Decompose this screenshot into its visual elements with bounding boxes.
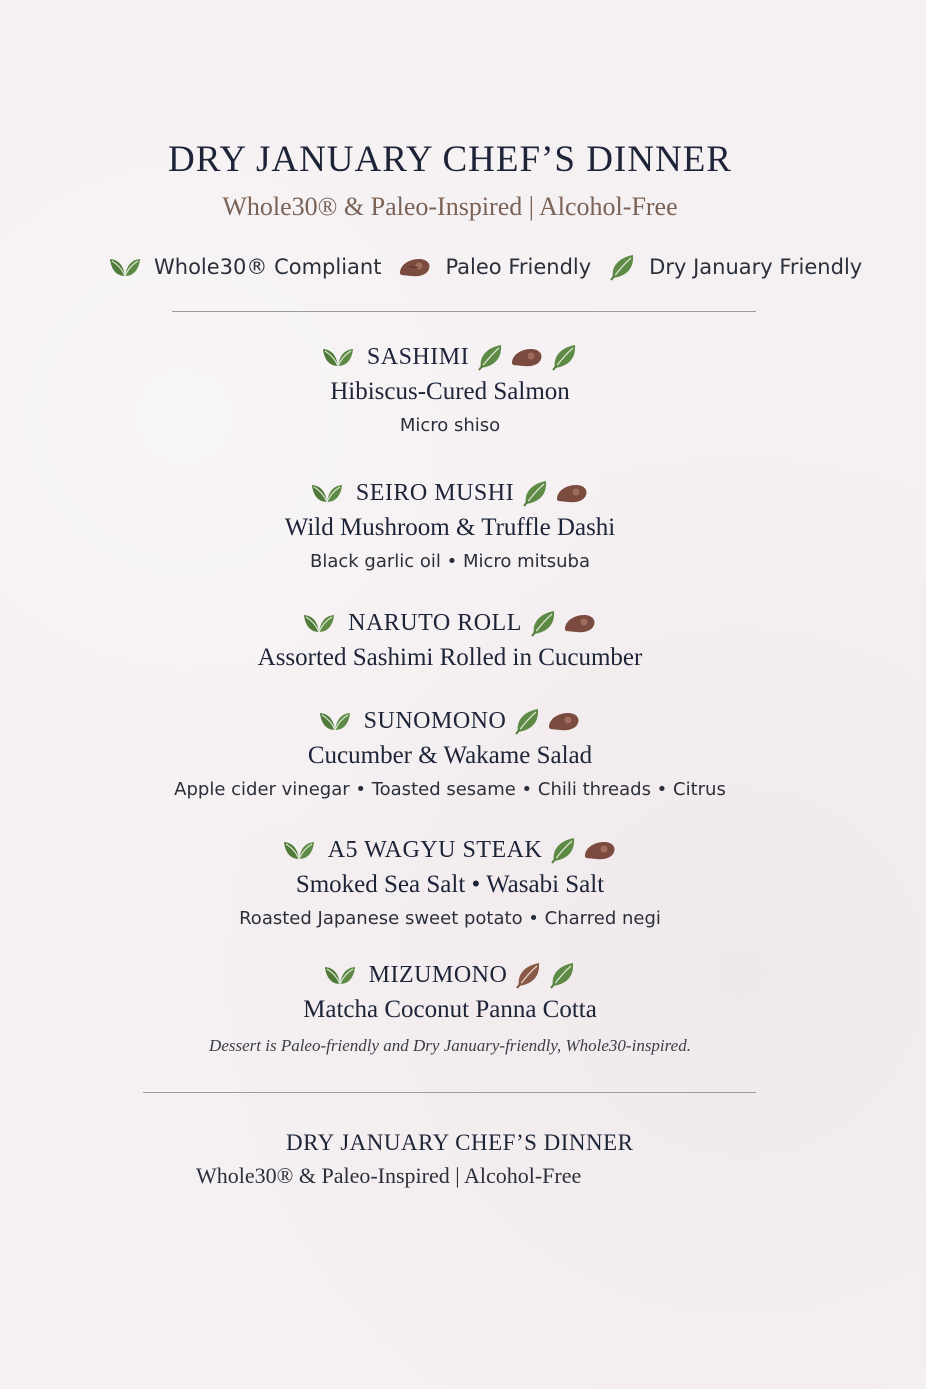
legend-item-whole30 [108,254,381,280]
footer-subtitle: Whole30® & Paleo-Inspired | Alcohol-Free [196,1163,582,1188]
dry-january-leaf-icon [607,252,637,282]
legend-item-paleo [397,255,591,279]
whole30-leaf-icon [108,254,142,280]
dish-detail: Black garlic oil • Micro mitsuba [310,551,590,572]
course-name: MIZUMONO [368,961,508,988]
footer-title: DRY JANUARY CHEF’S DINNER [286,1130,634,1155]
menu-title: DRY JANUARY CHEF’S DINNER [168,139,732,180]
dish-detail: Micro shiso [399,415,501,436]
paleo-icon [562,611,598,635]
course-sashimi [0,340,900,436]
dry-january-leaf-icon [528,608,558,638]
dish-title: Hibiscus-Cured Salmon [330,378,570,405]
dry-january-leaf-icon [520,478,550,508]
paleo-icon [509,345,545,369]
course-mizumono [0,958,900,1056]
whole30-leaf-icon [310,480,344,506]
whole30-leaf-icon [302,610,336,636]
whole30-leaf-icon [282,837,316,863]
dry-january-leaf-icon [512,706,542,736]
whole30-leaf-icon [321,344,355,370]
divider-top [172,311,756,312]
dish-detail: Roasted Japanese sweet potato • Charred negi [239,908,661,929]
dish-detail: Apple cider vinegar • Toasted sesame • Chili threads • Citrus [174,779,726,800]
dry-january-leaf-icon [547,960,577,990]
legend-label: Whole30® Compliant [154,255,382,279]
course-name: SUNOMONO [363,707,507,734]
paleo-icon [397,255,433,279]
legend-label: Paleo Friendly [445,255,592,279]
course-sunomono [0,704,900,800]
legend-item-dry-january [607,252,862,282]
dish-title: Matcha Coconut Panna Cotta [303,996,597,1023]
course-heading [0,476,900,510]
course-seiro-mushi [0,476,900,572]
whole30-leaf-icon [323,962,357,988]
course-name: SEIRO MUSHI [355,479,515,506]
course-heading [0,606,900,640]
course-heading [0,340,900,374]
dietary-legend [108,250,878,284]
dry-january-leaf-icon [549,342,579,372]
paleo-icon [582,838,618,862]
dish-title: Smoked Sea Salt • Wasabi Salt [295,871,605,898]
paleo-icon [554,481,590,505]
brown-leaf-icon [513,960,543,990]
legend-label: Dry January Friendly [649,255,863,279]
course-name: SASHIMI [366,343,470,370]
course-heading [0,958,900,992]
dessert-note: Dessert is Paleo-friendly and Dry January-friendly, Whole30-inspired. [209,1036,691,1055]
dish-title: Cucumber & Wakame Salad [307,742,593,769]
dry-january-leaf-icon [475,342,505,372]
divider-bottom [143,1092,756,1093]
course-heading [0,833,900,867]
course-naruto-roll [0,606,900,672]
whole30-leaf-icon [318,708,352,734]
dry-january-leaf-icon [548,835,578,865]
course-name: NARUTO ROLL [348,609,522,636]
course-name: A5 WAGYU STEAK [327,836,543,863]
dish-title: Wild Mushroom & Truffle Dashi [284,514,616,541]
course-a5-wagyu-steak [0,833,900,929]
course-heading [0,704,900,738]
paleo-icon [546,709,582,733]
dish-title: Assorted Sashimi Rolled in Cucumber [257,644,643,671]
menu-subtitle: Whole30® & Paleo-Inspired | Alcohol-Free [222,192,678,221]
